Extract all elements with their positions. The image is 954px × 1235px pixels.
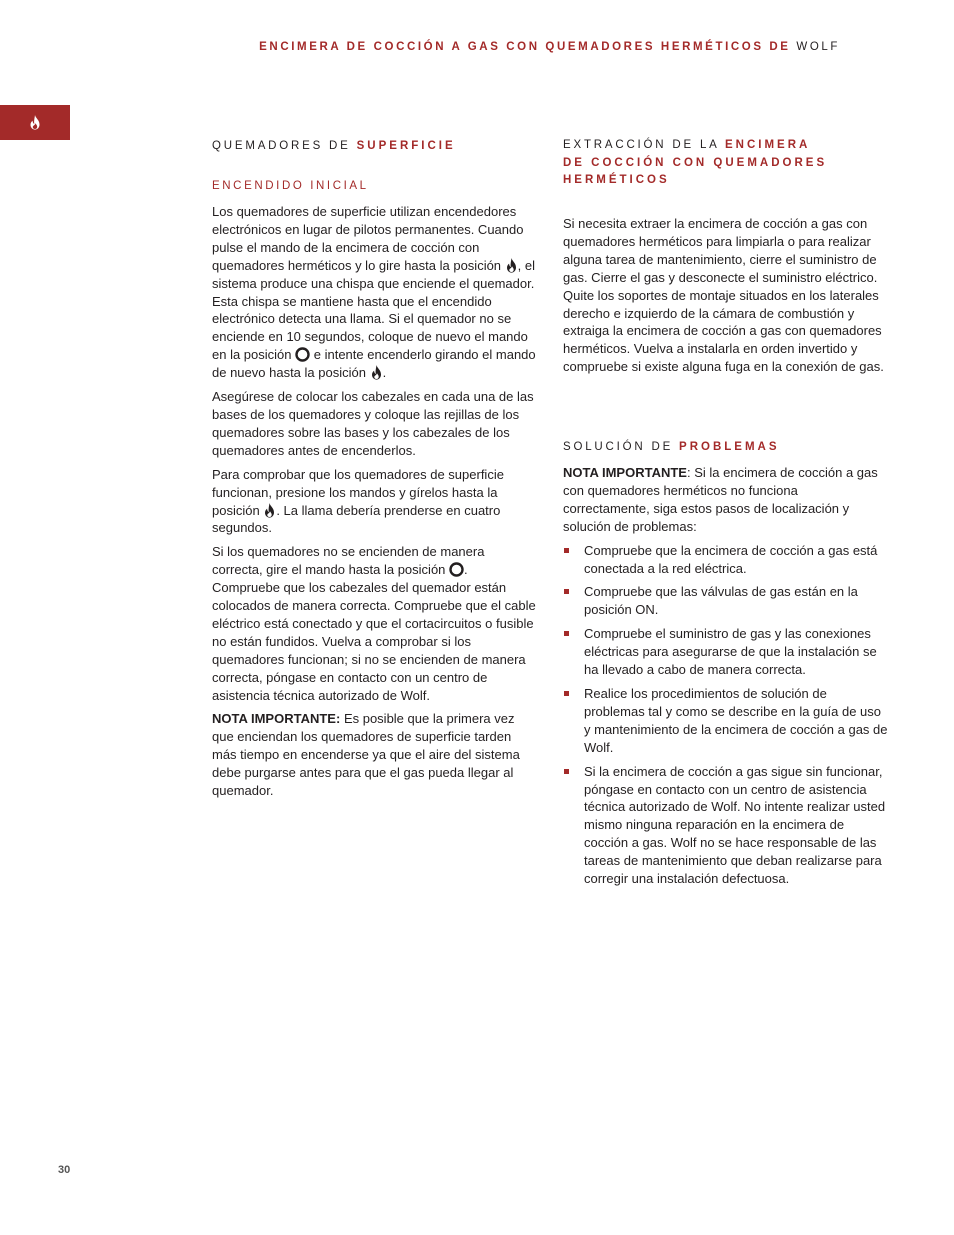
- paragraph-4: Si los quemadores no se encienden de manera correcta, gire el mando hasta la posición . Compruebe que los cabezales del quemador están colocados de manera correcta. Compruebe que el cable eléctrico está conectado y que el cortacircuitos o fusible no están fundidos. Vuelva a comprobar si los quemadores funcionan; si no se encienden de manera correcta, póngase en contacto con un centro de asistencia técnica autorizado de Wolf.: [212, 544, 536, 703]
- troubleshooting-list: [563, 542, 888, 888]
- header-brand: WOLF: [796, 41, 840, 53]
- section-title-quemadores: QUEMADORES DE SUPERFICIE: [212, 140, 456, 152]
- right-body-2: [563, 464, 888, 894]
- bullet-square-icon: [564, 548, 569, 553]
- flame-position-icon: [505, 258, 518, 273]
- paragraph-extraccion: Si necesita extraer la encimera de cocción a gas con quemadores herméticos para limpiarla o para realizar alguna tarea de mantenimiento, cierre el suministro de gas. Cierre el gas y desconecte el suministro eléctrico. Quite los soportes de montaje situados en los laterales derecho e izquierdo de la cámara de combustión y extraiga la encimera de cocción a gas con quemadores herméticos. Vuelva a instalarla en orden invertido y compruebe si existe alguna fuga en la conexión de gas.: [563, 216, 884, 375]
- list-item: Compruebe que la encimera de cocción a gas está conectada a la red eléctrica.: [563, 542, 888, 578]
- list-item: Si la encimera de cocción a gas sigue sin funcionar, póngase en contacto con un centro de asistencia técnica autorizado de Wolf. No intente realizar usted mismo ninguna reparación en la encimera de cocción a gas. Wolf no se hace responsable de las tareas de mantenimiento que deban realizarse para corregir una instalación defectuosa.: [563, 763, 888, 888]
- list-item: Realice los procedimientos de solución de problemas tal y como se describe en la guía de uso y mantenimiento de la encimera de cocción a gas de Wolf.: [563, 685, 888, 757]
- flame-position-icon: [263, 503, 276, 518]
- paragraph-5: NOTA IMPORTANTE: Es posible que la primera vez que enciendan los quemadores de superficie tarden más tiempo en encenderse ya que el aire del sistema debe purgarse antes para que el gas pueda llegar al quemador.: [212, 711, 520, 799]
- section-tab: [0, 105, 70, 140]
- paragraph-2: Asegúrese de colocar los cabezales en cada una de las bases de los quemadores y coloque las rejillas de los quemadores sobre las bases y los cabezales de los quemadores antes de encenderlos.: [212, 389, 534, 458]
- bullet-square-icon: [564, 631, 569, 636]
- list-item: Compruebe el suministro de gas y las conexiones eléctricas para asegurarse de que la instalación se ha llevado a cabo de manera correcta.: [563, 625, 888, 679]
- section-title-highlight: SUPERFICIE: [356, 140, 456, 152]
- paragraph-3: Para comprobar que los quemadores de superficie funcionan, presione los mandos y gírelos hasta la posición . La llama debería prenderse en cuatro segundos.: [212, 466, 504, 536]
- off-position-icon: [295, 347, 310, 362]
- bullet-square-icon: [564, 769, 569, 774]
- header-title: ENCIMERA DE COCCIÓN A GAS CON QUEMADORES HERMÉTICOS DE: [259, 41, 791, 53]
- section-title-extraccion: EXTRACCIÓN DE LA ENCIMERA DE COCCIÓN CON QUEMADORES HERMÉTICOS: [563, 139, 828, 186]
- page-header: [259, 41, 840, 53]
- right-body-1: [563, 215, 888, 382]
- left-body: [212, 203, 537, 806]
- paragraph-note: NOTA IMPORTANTE: Si la encimera de cocción a gas con quemadores herméticos no funciona correctamente, siga estos pasos de localización y solución de problemas:: [563, 465, 878, 534]
- paragraph-1: Los quemadores de superficie utilizan encendedores electrónicos en lugar de pilotos permanentes. Cuando pulse el mando de la encimera de cocción con quemadores herméticos y lo gire hasta la posición , el sistema produce una chispa que enciende el quemador. Esta chispa se mantiene hasta que el encendido electrónico detecta una llama. Si el quemador no se enciende en 10 segundos, coloque de nuevo el mando en la posición e intente encenderlo girando el mando de nuevo hasta la posición .: [212, 204, 536, 381]
- list-item: Compruebe que las válvulas de gas están en la posición ON.: [563, 583, 888, 619]
- subtitle-encendido: ENCENDIDO INICIAL: [212, 180, 369, 192]
- off-position-icon: [449, 562, 464, 577]
- page-number: 30: [58, 1164, 71, 1176]
- section-title-solucion: SOLUCIÓN DE PROBLEMAS: [563, 441, 780, 453]
- note-label: NOTA IMPORTANTE:: [212, 711, 341, 727]
- bullet-square-icon: [564, 691, 569, 696]
- flame-icon: [29, 115, 41, 130]
- flame-position-icon: [370, 365, 383, 380]
- note-label: NOTA IMPORTANTE: [563, 465, 687, 480]
- bullet-square-icon: [564, 589, 569, 594]
